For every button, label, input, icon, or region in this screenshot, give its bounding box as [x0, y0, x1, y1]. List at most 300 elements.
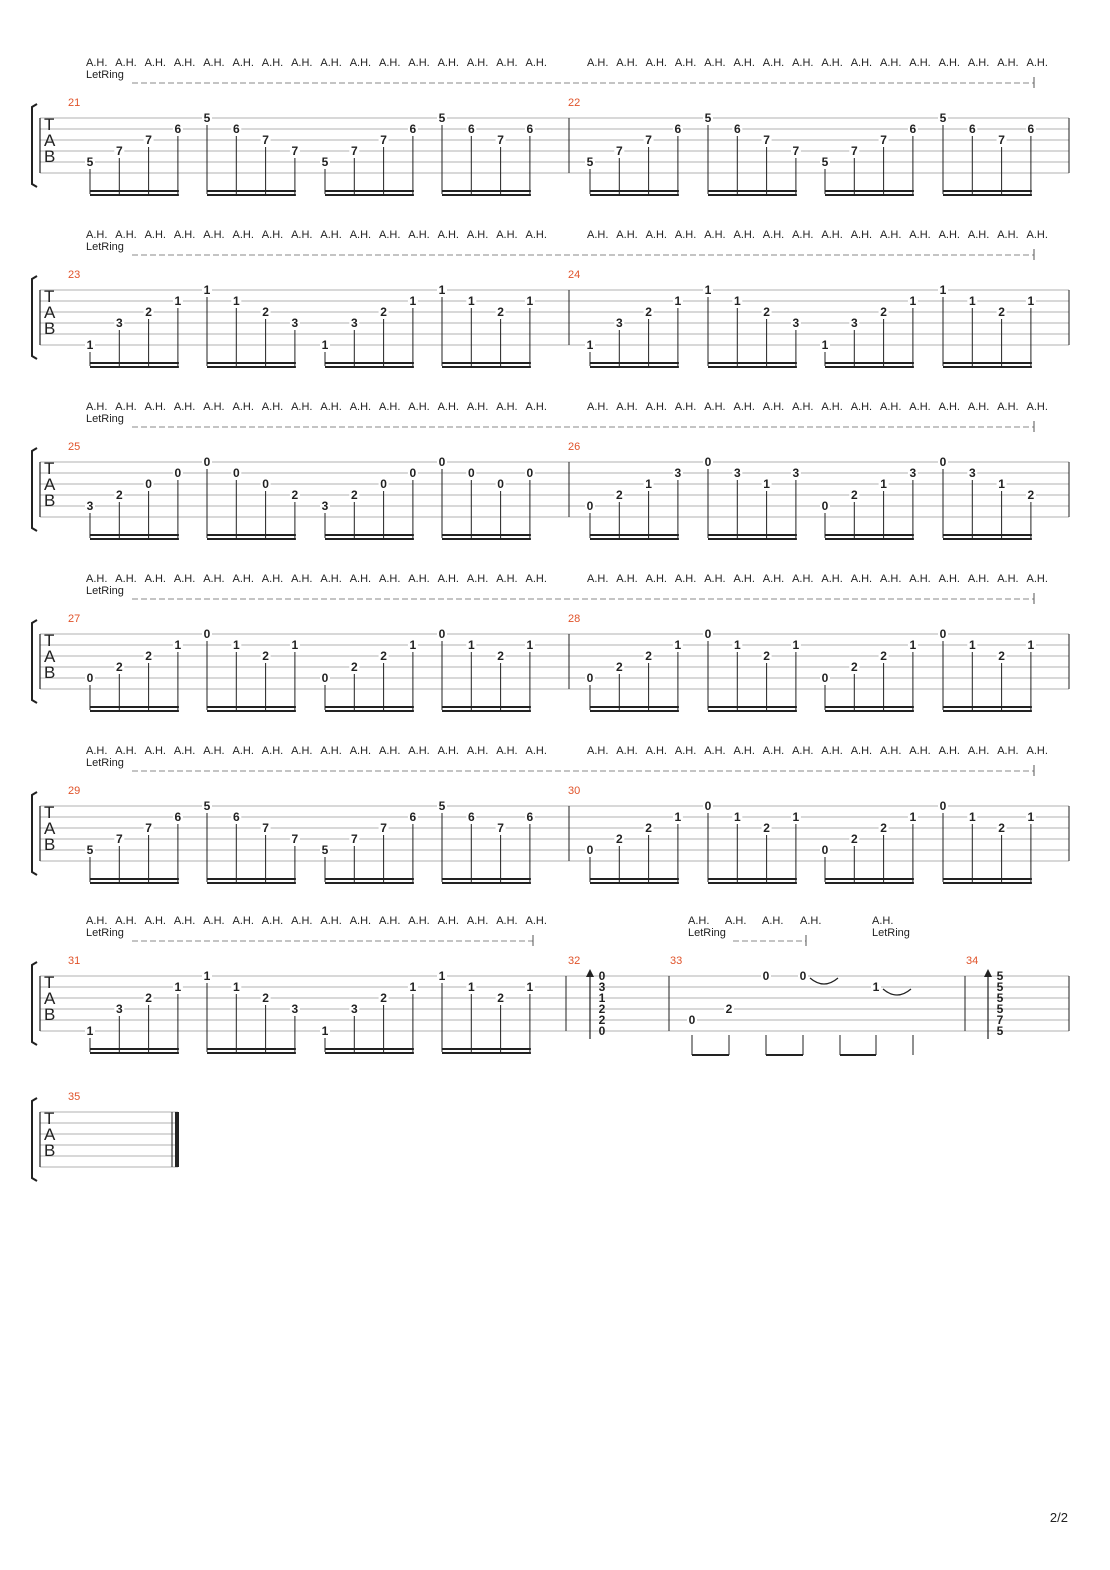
tab-clef-letter: A [44, 819, 56, 838]
fret-number: 3 [909, 466, 917, 480]
note-group [85, 122, 183, 195]
artificial-harmonic-label: A.H. [291, 915, 313, 927]
note-group [320, 980, 418, 1053]
let-ring-label: LetRing [86, 585, 124, 597]
fret-number: 7 [880, 133, 887, 147]
chord-fret-number: 5 [996, 991, 1004, 1005]
tab-clef-letter: T [44, 631, 55, 650]
chord-fret-number: 2 [598, 1013, 606, 1027]
artificial-harmonic-label: A.H. [587, 745, 609, 757]
artificial-harmonic-label: A.H. [762, 745, 785, 757]
fret-number: 7 [763, 133, 770, 147]
fret-number: 1 [586, 338, 594, 352]
artificial-harmonic-label: A.H. [86, 401, 108, 413]
fret-number: 1 [674, 810, 682, 824]
artificial-harmonic-label: A.H. [733, 401, 755, 413]
artificial-harmonic-label: A.H. [1026, 57, 1048, 69]
artificial-harmonic-label: A.H. [261, 229, 284, 241]
fret-number: 1 [526, 294, 534, 308]
fret-number: 7 [291, 832, 299, 846]
fret-number: 7 [291, 144, 299, 158]
let-ring-label: LetRing [688, 927, 726, 939]
fret-number: 0 [821, 843, 829, 857]
artificial-harmonic-label: A.H. [525, 229, 547, 241]
artificial-harmonic-label: A.H. [821, 229, 843, 241]
fret-number: 5 [203, 799, 211, 813]
tab-staff [32, 573, 1069, 711]
artificial-harmonic-label: A.H. [938, 573, 961, 585]
note-group [202, 283, 300, 367]
note-group [585, 810, 683, 883]
measure-number: 28 [568, 613, 581, 625]
chord-fret-number: 2 [598, 1002, 606, 1016]
artificial-harmonic-label: A.H. [645, 401, 668, 413]
fret-number: 6 [174, 810, 182, 824]
chord-fret-number: 5 [996, 969, 1004, 983]
fret-number: 7 [262, 133, 269, 147]
note-group [703, 283, 801, 367]
fret-number: 2 [725, 1002, 733, 1016]
chord-fret-number: 1 [598, 991, 606, 1005]
fret-number: 0 [438, 627, 446, 641]
artificial-harmonic-label: A.H. [115, 401, 137, 413]
fret-number: 6 [409, 122, 417, 136]
fret-number: 0 [939, 455, 947, 469]
measure-number: 23 [68, 269, 81, 281]
fret-number: 6 [968, 122, 976, 136]
artificial-harmonic-label: A.H. [525, 915, 547, 927]
artificial-harmonic-label: A.H. [967, 229, 990, 241]
fret-number: 2 [1027, 488, 1035, 502]
artificial-harmonic-label: A.H. [967, 401, 990, 413]
fret-number: 2 [763, 649, 770, 663]
artificial-harmonic-label: A.H. [349, 401, 372, 413]
fret-number: 2 [880, 649, 887, 663]
artificial-harmonic-label: A.H. [688, 915, 710, 927]
artificial-harmonic-label: A.H. [320, 229, 342, 241]
artificial-harmonic-label: A.H. [291, 57, 313, 69]
measure-number: 29 [68, 785, 81, 797]
tab-clef-letter: A [44, 131, 56, 150]
artificial-harmonic-label: A.H. [496, 229, 518, 241]
fret-number: 1 [792, 638, 800, 652]
artificial-harmonic-label: A.H. [872, 915, 894, 927]
fret-number: 1 [880, 477, 887, 491]
let-ring-label: LetRing [86, 69, 124, 81]
artificial-harmonic-label: A.H. [291, 401, 313, 413]
fret-number: 0 [497, 477, 504, 491]
artificial-harmonic-label: A.H. [850, 745, 873, 757]
artificial-harmonic-label: A.H. [437, 401, 460, 413]
artificial-harmonic-label: A.H. [909, 401, 931, 413]
fret-number: 7 [497, 133, 504, 147]
artificial-harmonic-label: A.H. [997, 229, 1019, 241]
artificial-harmonic-label: A.H. [997, 57, 1019, 69]
fret-number: 2 [998, 305, 1005, 319]
chord-fret-number: 7 [996, 1013, 1004, 1027]
strum-arrow-head [586, 969, 594, 977]
artificial-harmonic-label: A.H. [349, 745, 372, 757]
artificial-harmonic-label: A.H. [587, 573, 609, 585]
artificial-harmonic-label: A.H. [674, 573, 697, 585]
artificial-harmonic-label: A.H. [291, 573, 313, 585]
artificial-harmonic-label: A.H. [997, 573, 1019, 585]
fret-number: 5 [821, 155, 829, 169]
artificial-harmonic-label: A.H. [616, 573, 638, 585]
artificial-harmonic-label: A.H. [437, 915, 460, 927]
fret-number: 6 [174, 122, 182, 136]
artificial-harmonic-label: A.H. [938, 57, 961, 69]
fret-number: 0 [145, 477, 152, 491]
artificial-harmonic-label: A.H. [674, 401, 697, 413]
fret-number: 2 [998, 821, 1005, 835]
fret-number: 7 [850, 144, 858, 158]
tab-staff [32, 401, 1069, 539]
fret-number: 2 [645, 649, 652, 663]
fret-number: 7 [115, 832, 123, 846]
note-group [820, 122, 918, 195]
artificial-harmonic-label: A.H. [144, 745, 167, 757]
artificial-harmonic-label: A.H. [938, 401, 961, 413]
artificial-harmonic-label: A.H. [379, 229, 401, 241]
artificial-harmonic-label: A.H. [144, 57, 167, 69]
fret-number: 6 [467, 122, 475, 136]
artificial-harmonic-label: A.H. [408, 229, 430, 241]
fret-number: 0 [688, 1013, 696, 1027]
artificial-harmonic-label: A.H. [645, 57, 668, 69]
artificial-harmonic-label: A.H. [86, 229, 108, 241]
fret-number: 1 [674, 638, 682, 652]
fret-number: 2 [497, 991, 504, 1005]
fret-number: 1 [467, 638, 475, 652]
fret-number: 1 [998, 477, 1005, 491]
fret-number: 2 [350, 488, 358, 502]
fret-number: 3 [350, 316, 358, 330]
fret-number: 6 [909, 122, 917, 136]
artificial-harmonic-label: A.H. [379, 57, 401, 69]
artificial-harmonic-label: A.H. [821, 573, 843, 585]
artificial-harmonic-label: A.H. [762, 573, 785, 585]
artificial-harmonic-label: A.H. [967, 57, 990, 69]
artificial-harmonic-label: A.H. [291, 229, 313, 241]
fret-number: 0 [939, 627, 947, 641]
artificial-harmonic-label: A.H. [733, 573, 755, 585]
artificial-harmonic-label: A.H. [466, 401, 489, 413]
artificial-harmonic-label: A.H. [261, 573, 284, 585]
fret-number: 0 [799, 969, 807, 983]
artificial-harmonic-label: A.H. [173, 573, 196, 585]
fret-number: 0 [704, 627, 712, 641]
fret-number: 1 [174, 294, 182, 308]
fret-number: 6 [467, 810, 475, 824]
note-group [320, 122, 418, 195]
fret-number: 2 [145, 305, 152, 319]
artificial-harmonic-label: A.H. [792, 573, 814, 585]
fret-number: 6 [232, 810, 240, 824]
artificial-harmonic-label: A.H. [349, 229, 372, 241]
artificial-harmonic-label: A.H. [587, 401, 609, 413]
artificial-harmonic-label: A.H. [408, 573, 430, 585]
note-group [437, 111, 535, 195]
artificial-harmonic-label: A.H. [525, 573, 547, 585]
tab-staff [32, 57, 1069, 195]
artificial-harmonic-label: A.H. [144, 229, 167, 241]
artificial-harmonic-label: A.H. [821, 401, 843, 413]
chord-fret-number: 5 [996, 1002, 1004, 1016]
measure-number: 27 [68, 613, 81, 625]
artificial-harmonic-label: A.H. [261, 745, 284, 757]
measure-number: 34 [966, 955, 979, 967]
note-group [202, 111, 300, 195]
fret-number: 1 [174, 980, 182, 994]
artificial-harmonic-label: A.H. [379, 745, 401, 757]
fret-number: 2 [115, 488, 123, 502]
measure-number: 30 [568, 785, 581, 797]
chord-fret-number: 3 [598, 980, 606, 994]
artificial-harmonic-label: A.H. [704, 229, 726, 241]
fret-number: 2 [262, 649, 269, 663]
artificial-harmonic-label: A.H. [704, 57, 726, 69]
tab-staff [32, 229, 1069, 367]
tab-clef-letter: A [44, 1125, 56, 1144]
fret-number: 1 [291, 638, 299, 652]
artificial-harmonic-label: A.H. [674, 229, 697, 241]
fret-number: 0 [704, 799, 712, 813]
fret-number: 0 [174, 466, 182, 480]
fret-number: 6 [232, 122, 240, 136]
fret-number: 1 [467, 294, 475, 308]
fret-number: 1 [1027, 638, 1035, 652]
fret-number: 2 [145, 991, 152, 1005]
note-group [437, 799, 535, 883]
note-group [820, 294, 918, 367]
tab-clef-letter: A [44, 989, 56, 1008]
artificial-harmonic-label: A.H. [408, 401, 430, 413]
fret-number: 1 [1027, 294, 1035, 308]
artificial-harmonic-label: A.H. [733, 229, 755, 241]
artificial-harmonic-label: A.H. [496, 745, 518, 757]
fret-number: 7 [615, 144, 623, 158]
note-group [585, 466, 683, 539]
chord-fret-number: 0 [598, 969, 606, 983]
artificial-harmonic-label: A.H. [525, 745, 547, 757]
fret-number: 1 [232, 638, 240, 652]
fret-number: 5 [438, 111, 446, 125]
artificial-harmonic-label: A.H. [466, 573, 489, 585]
system-bracket [32, 104, 37, 187]
chord-fret-number: 5 [996, 1024, 1004, 1038]
fret-number: 2 [380, 305, 387, 319]
fret-number: 3 [850, 316, 858, 330]
fret-number: 0 [704, 455, 712, 469]
fret-number: 1 [645, 477, 652, 491]
fret-number: 0 [821, 499, 829, 513]
fret-number: 1 [203, 969, 211, 983]
fret-number: 6 [674, 122, 682, 136]
artificial-harmonic-label: A.H. [762, 401, 785, 413]
artificial-harmonic-label: A.H. [733, 745, 755, 757]
note-group [703, 627, 801, 711]
artificial-harmonic-label: A.H. [466, 57, 489, 69]
tab-clef-letter: A [44, 303, 56, 322]
note-group [585, 122, 683, 195]
fret-number: 3 [86, 499, 94, 513]
fret-number: 1 [821, 338, 829, 352]
fret-number: 2 [998, 649, 1005, 663]
fret-number: 1 [526, 980, 534, 994]
note-group [585, 638, 683, 711]
fret-number: 2 [645, 821, 652, 835]
fret-number: 1 [733, 810, 741, 824]
artificial-harmonic-label: A.H. [203, 573, 225, 585]
note-group [320, 466, 418, 539]
fret-number: 1 [704, 283, 712, 297]
fret-number: 0 [586, 843, 594, 857]
fret-number: 2 [350, 660, 358, 674]
fret-number: 5 [86, 843, 94, 857]
artificial-harmonic-label: A.H. [232, 915, 254, 927]
tab-clef-letter: B [44, 319, 56, 338]
fret-number: 0 [203, 627, 211, 641]
fret-number: 2 [615, 832, 623, 846]
fret-number: 0 [409, 466, 417, 480]
fret-number: 3 [792, 466, 800, 480]
note-group [202, 455, 300, 539]
artificial-harmonic-label: A.H. [909, 573, 931, 585]
artificial-harmonic-label: A.H. [725, 915, 747, 927]
artificial-harmonic-label: A.H. [880, 229, 902, 241]
note-group [202, 969, 300, 1053]
artificial-harmonic-label: A.H. [733, 57, 755, 69]
note-group [437, 627, 535, 711]
note-group [85, 810, 183, 883]
chord-fret-number: 5 [996, 980, 1004, 994]
fret-number: 0 [438, 455, 446, 469]
fret-number: 1 [203, 283, 211, 297]
note-group [703, 111, 801, 195]
fret-number: 3 [291, 316, 299, 330]
fret-number: 7 [792, 144, 800, 158]
note-group [202, 799, 300, 883]
artificial-harmonic-label: A.H. [232, 745, 254, 757]
note-group [437, 455, 535, 539]
fret-number: 1 [438, 283, 446, 297]
artificial-harmonic-label: A.H. [792, 57, 814, 69]
artificial-harmonic-label: A.H. [967, 745, 990, 757]
fret-number: 2 [850, 488, 858, 502]
fret-number: 5 [86, 155, 94, 169]
artificial-harmonic-label: A.H. [115, 57, 137, 69]
tab-clef-letter: B [44, 491, 56, 510]
fret-number: 2 [380, 649, 387, 663]
fret-number: 1 [321, 1024, 329, 1038]
note-group [320, 638, 418, 711]
artificial-harmonic-label: A.H. [173, 745, 196, 757]
fret-number: 3 [968, 466, 976, 480]
artificial-harmonic-label: A.H. [203, 401, 225, 413]
fret-number: 3 [792, 316, 800, 330]
artificial-harmonic-label: A.H. [466, 915, 489, 927]
tab-clef-letter: B [44, 835, 56, 854]
artificial-harmonic-label: A.H. [349, 573, 372, 585]
artificial-harmonic-label: A.H. [587, 57, 609, 69]
fret-number: 1 [733, 638, 741, 652]
artificial-harmonic-label: A.H. [1026, 229, 1048, 241]
artificial-harmonic-label: A.H. [115, 915, 137, 927]
fret-number: 7 [262, 821, 269, 835]
artificial-harmonic-label: A.H. [704, 573, 726, 585]
tab-clef-letter: T [44, 115, 55, 134]
artificial-harmonic-label: A.H. [1026, 745, 1048, 757]
artificial-harmonic-label: A.H. [203, 915, 225, 927]
fret-number: 7 [380, 821, 387, 835]
fret-number: 6 [1027, 122, 1035, 136]
fret-number: 2 [497, 649, 504, 663]
artificial-harmonic-label: A.H. [909, 745, 931, 757]
artificial-harmonic-label: A.H. [616, 745, 638, 757]
artificial-harmonic-label: A.H. [1026, 401, 1048, 413]
measure-number: 33 [670, 955, 683, 967]
note-group [820, 466, 918, 539]
fret-number: 7 [380, 133, 387, 147]
fret-number: 3 [291, 1002, 299, 1016]
artificial-harmonic-label: A.H. [466, 229, 489, 241]
artificial-harmonic-label: A.H. [496, 915, 518, 927]
artificial-harmonic-label: A.H. [408, 57, 430, 69]
tab-clef-letter: T [44, 973, 55, 992]
fret-number: 7 [145, 821, 152, 835]
fret-number: 5 [586, 155, 594, 169]
fret-number: 5 [939, 111, 947, 125]
artificial-harmonic-label: A.H. [437, 573, 460, 585]
fret-number: 1 [1027, 810, 1035, 824]
artificial-harmonic-label: A.H. [261, 401, 284, 413]
fret-number: 2 [763, 305, 770, 319]
artificial-harmonic-label: A.H. [525, 57, 547, 69]
artificial-harmonic-label: A.H. [379, 915, 401, 927]
fret-number: 0 [203, 455, 211, 469]
tab-clef-letter: T [44, 803, 55, 822]
fret-number: 5 [704, 111, 712, 125]
fret-number: 2 [145, 649, 152, 663]
artificial-harmonic-label: A.H. [496, 401, 518, 413]
fret-number: 6 [526, 122, 534, 136]
let-ring-label: LetRing [86, 757, 124, 769]
artificial-harmonic-label: A.H. [349, 915, 372, 927]
fret-number: 1 [792, 810, 800, 824]
fret-number: 1 [467, 980, 475, 994]
artificial-harmonic-label: A.H. [850, 229, 873, 241]
artificial-harmonic-label: A.H. [792, 745, 814, 757]
chord-fret-number: 0 [598, 1024, 606, 1038]
artificial-harmonic-label: A.H. [762, 229, 785, 241]
tab-staff [32, 1091, 178, 1181]
note-group [85, 466, 183, 539]
fret-number: 1 [939, 283, 947, 297]
note-group [820, 638, 918, 711]
fret-number: 7 [115, 144, 123, 158]
fret-number: 2 [880, 305, 887, 319]
fret-number: 1 [232, 294, 240, 308]
artificial-harmonic-label: A.H. [173, 57, 196, 69]
fret-number: 3 [350, 1002, 358, 1016]
note-group [938, 111, 1036, 195]
tab-clef-letter: B [44, 1141, 56, 1160]
artificial-harmonic-label: A.H. [437, 745, 460, 757]
fret-number: 0 [86, 671, 94, 685]
artificial-harmonic-label: A.H. [645, 745, 668, 757]
fret-number: 0 [586, 499, 594, 513]
